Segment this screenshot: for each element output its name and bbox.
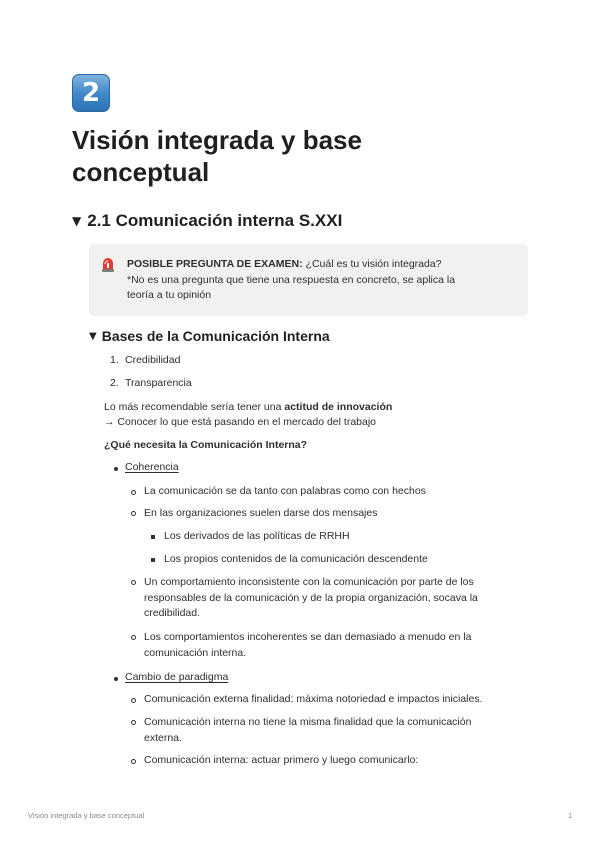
footer-title: Visión integrada y base conceptual — [28, 811, 145, 820]
circle-bullet — [131, 720, 136, 725]
coherencia-label: Coherencia — [125, 461, 179, 473]
list-item: Transparencia — [125, 377, 192, 389]
circle-bullet — [131, 490, 136, 495]
disc-bullet — [114, 677, 118, 681]
callout-line-3: teoría a tu opinión — [127, 289, 212, 301]
callout-question: ¿Cuál es tu visión integrada? — [302, 258, 442, 270]
list-item: En las organizaciones suelen darse dos mensajes — [144, 507, 378, 519]
badge-number: 2 — [81, 78, 101, 108]
circle-bullet — [131, 759, 136, 764]
list-item: Credibilidad — [125, 354, 181, 366]
callout-text — [127, 257, 517, 304]
list-subitem: Los derivados de las políticas de RRHH — [164, 530, 350, 542]
list-number: 1. — [110, 354, 119, 366]
list-item: Comunicación externa finalidad: máxima notoriedad e impactos iniciales. — [144, 693, 483, 705]
circle-bullet — [131, 580, 136, 585]
toggle-triangle-icon[interactable]: ▼ — [89, 330, 97, 342]
page-title: Visión integrada y base conceptual — [72, 125, 362, 187]
list-item: La comunicación se da tanto con palabras como con hechos — [144, 485, 426, 497]
disc-bullet — [114, 467, 118, 471]
list-item-line: comunicación interna. — [144, 646, 247, 659]
list-item-line: credibilidad. — [144, 607, 201, 619]
list-item — [144, 630, 534, 661]
section-toggle[interactable] — [72, 211, 342, 231]
paradigma-label: Cambio de paradigma — [125, 671, 229, 683]
recommend-arrow-line: → Conocer lo que está pasando en el mercado del trabajo — [104, 416, 377, 428]
list-item-line: externa. — [144, 731, 182, 744]
needs-heading: ¿Qué necesita la Comunicación Interna? — [104, 439, 308, 451]
circle-bullet — [131, 698, 136, 703]
recommend-paragraph — [104, 400, 524, 416]
callout-label: POSIBLE PREGUNTA DE EXAMEN: — [127, 258, 303, 270]
section-heading: 2.1 Comunicación interna S.XXI — [87, 211, 343, 230]
square-bullet — [151, 535, 155, 539]
list-number: 2. — [110, 377, 119, 389]
toggle-triangle-icon[interactable]: ▼ — [72, 214, 82, 228]
list-item-line: Comunicación interna no tiene la misma finalidad que la comunicación — [144, 716, 472, 728]
list-item — [144, 575, 534, 622]
recommend-bold: actitud de innovación — [284, 401, 393, 413]
circle-bullet — [131, 635, 136, 640]
circle-bullet — [131, 511, 136, 516]
list-subitem: Los propios contenidos de la comunicación descendente — [164, 553, 428, 565]
subsection-heading: Bases de la Comunicación Interna — [101, 328, 330, 344]
keycap-two-icon — [72, 74, 110, 112]
page-number: 1 — [568, 811, 573, 820]
subsection-toggle[interactable] — [89, 328, 330, 344]
recommend-prefix: Lo más recomendable sería tener una — [104, 401, 285, 413]
exam-callout — [89, 244, 528, 316]
siren-icon — [101, 256, 115, 272]
list-item: Comunicación interna: actuar primero y luego comunicarlo: — [144, 754, 419, 766]
list-item-line: Un comportamiento inconsistente con la comunicación por parte de los — [144, 576, 474, 588]
list-item-line: Los comportamientos incoherentes se dan demasiado a menudo en la — [144, 631, 472, 643]
square-bullet — [151, 558, 155, 562]
callout-line-2: *No es una pregunta que tiene una respuesta en concreto, se aplica la — [127, 273, 456, 286]
list-item-line: responsables de la comunicación y de la propia organización, socava la — [144, 591, 478, 604]
list-item — [144, 715, 534, 746]
